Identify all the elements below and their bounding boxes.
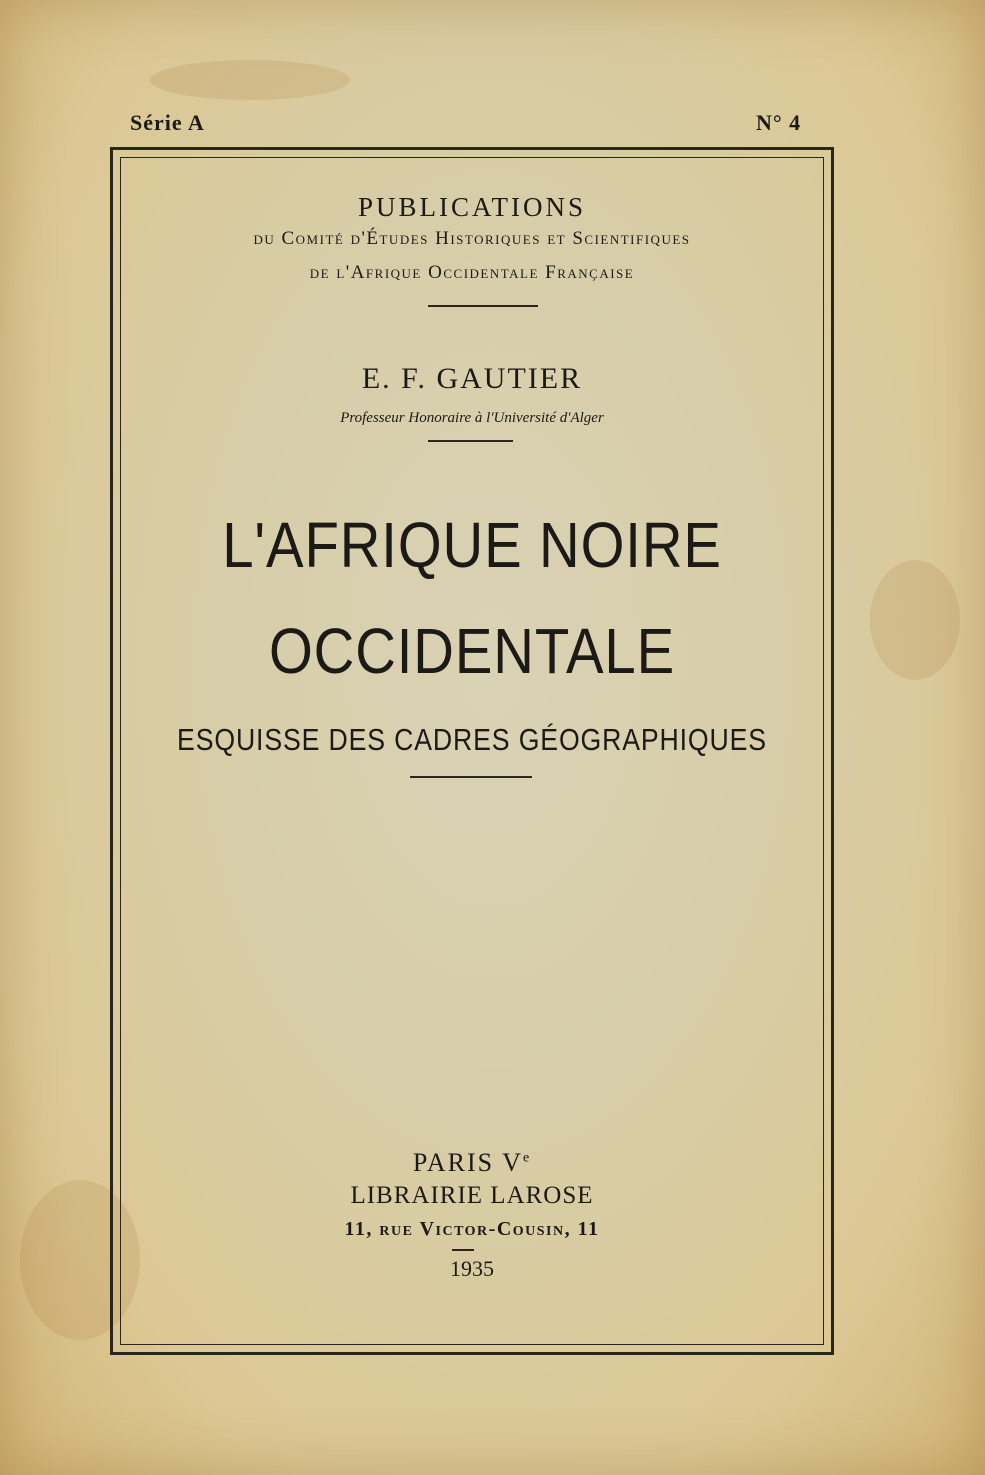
author-affiliation: Professeur Honoraire à l'Université d'Alger	[340, 410, 604, 426]
publisher-name: LIBRAIRIE LAROSE	[350, 1182, 594, 1209]
arrondissement-suffix: e	[522, 1150, 532, 1166]
subtitle: ESQUISSE DES CADRES GÉOGRAPHIQUES	[177, 722, 767, 757]
publications-heading: PUBLICATIONS	[357, 192, 587, 222]
divider-rule	[428, 305, 538, 307]
publication-year: 1935	[450, 1256, 494, 1281]
divider-rule	[428, 440, 513, 442]
paper-stain	[150, 60, 350, 100]
divider-rule	[452, 1249, 474, 1251]
committee-line-1: du Comité d'Études Historiques et Scientifiques	[253, 228, 691, 249]
title-line-1: L'AFRIQUE NOIRE	[222, 509, 722, 581]
publisher-address: 11, rue Victor-Cousin, 11	[344, 1218, 600, 1240]
author-name: E. F. GAUTIER	[361, 362, 583, 395]
committee-line-2: de l'Afrique Occidentale Française	[309, 262, 635, 283]
divider-rule	[410, 776, 532, 778]
title-line-2: OCCIDENTALE	[268, 615, 676, 687]
imprint-city: PARIS Ve	[412, 1148, 532, 1177]
series-label: Série A	[130, 110, 205, 135]
paper-stain	[870, 560, 960, 680]
issue-number: N° 4	[756, 110, 802, 135]
